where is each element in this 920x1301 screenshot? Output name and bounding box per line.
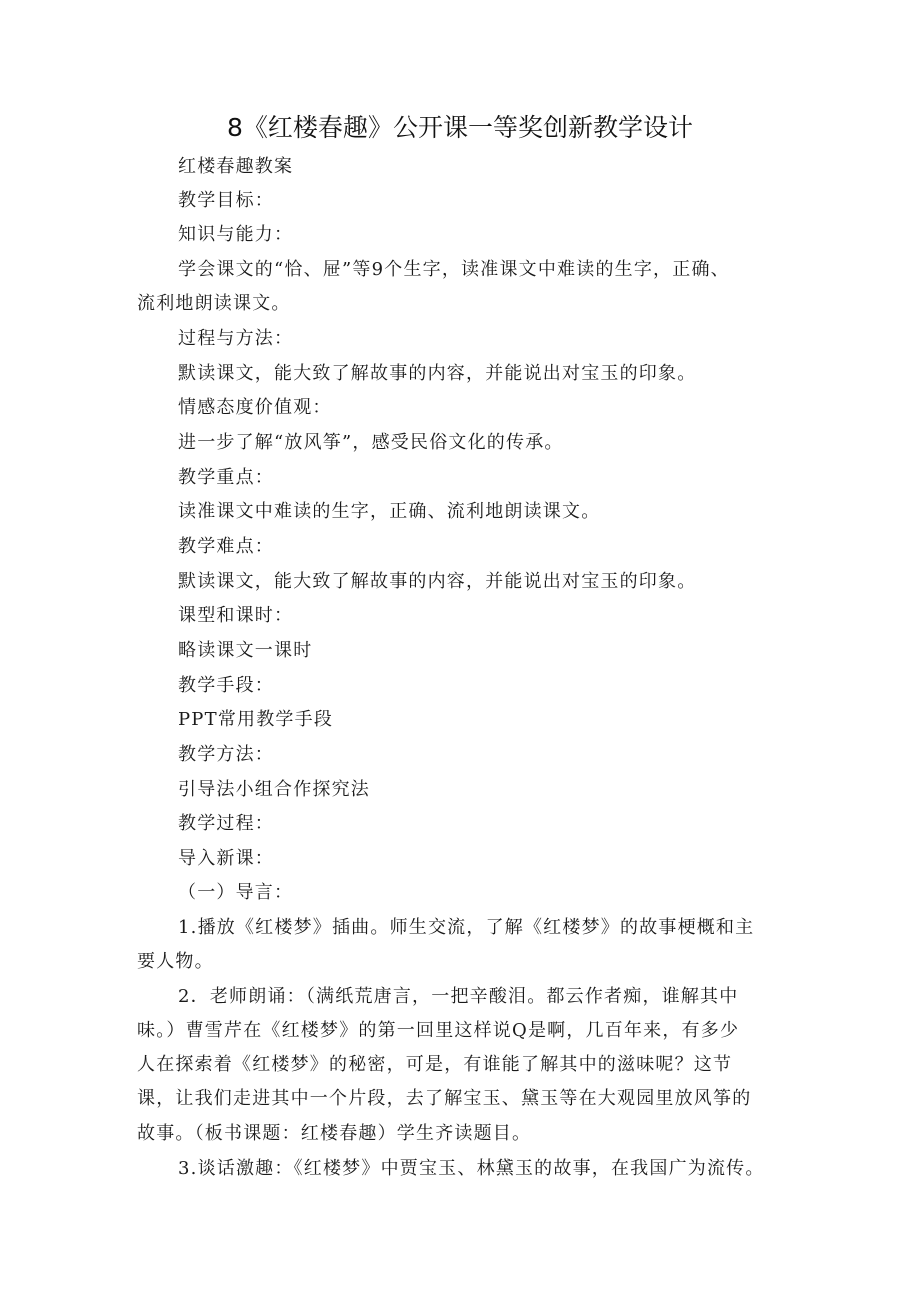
doc-line: 引导法小组合作探究法 [178, 779, 370, 800]
doc-line: 课型和课时： [178, 605, 294, 626]
doc-line: 略读课文一课时 [178, 640, 313, 661]
doc-line: 情感态度价值观： [178, 397, 332, 418]
doc-line: 进一步了解“放风筝”，感受民俗文化的传承。 [178, 432, 564, 453]
doc-line: 教学难点： [178, 536, 274, 557]
doc-line: 知识与能力： [178, 224, 294, 245]
doc-line: PPT常用教学手段 [178, 709, 334, 730]
doc-line: 教学方法： [178, 744, 274, 765]
doc-line: 流利地朗读课文。 [137, 293, 291, 314]
doc-line: 过程与方法： [178, 328, 294, 349]
doc-line: 要人物。 [137, 951, 214, 972]
doc-line: 教学过程： [178, 813, 274, 834]
doc-line: 味。）曹雪芹在《红楼梦》的第一回里这样说Q是啊，几百年来，有多少 [137, 1020, 740, 1041]
doc-line: 默读课文，能大致了解故事的内容，并能说出对宝玉的印象。 [178, 571, 697, 592]
doc-line: 红楼春趣教案 [178, 156, 294, 177]
doc-line: 故事。（板书课题：红楼春趣）学生齐读题目。 [137, 1123, 532, 1144]
doc-line: 默读课文，能大致了解故事的内容，并能说出对宝玉的印象。 [178, 363, 697, 384]
doc-line: 3.谈话激趣：《红楼梦》中贾宝玉、林黛玉的故事，在我国广为流传。 [178, 1158, 765, 1179]
doc-line: 导入新课： [178, 848, 274, 869]
doc-line: 人在探索着《红楼梦》的秘密，可是，有谁能了解其中的滋味呢？这节 [137, 1054, 733, 1075]
doc-line: 2．老师朗诵：（满纸荒唐言，一把辛酸泪。都云作者痴，谁解其中 [178, 986, 739, 1007]
doc-line: 课，让我们走进其中一个片段，去了解宝玉、黛玉等在大观园里放风筝的 [137, 1088, 752, 1109]
doc-line: 教学手段： [178, 675, 274, 696]
doc-line: 教学目标： [178, 190, 274, 211]
doc-line: 教学重点： [178, 467, 274, 488]
doc-line: （一）导言： [178, 882, 294, 903]
document-title: 8《红楼春趣》公开课一等奖创新教学设计 [227, 113, 693, 142]
doc-line: 1.播放《红楼梦》插曲。师生交流，了解《红楼梦》的故事梗概和主 [178, 917, 755, 938]
doc-line: 读准课文中难读的生字，正确、流利地朗读课文。 [178, 501, 601, 522]
doc-line: 学会课文的“恰、屉”等9个生字，读准课文中难读的生字，正确、 [178, 259, 730, 280]
